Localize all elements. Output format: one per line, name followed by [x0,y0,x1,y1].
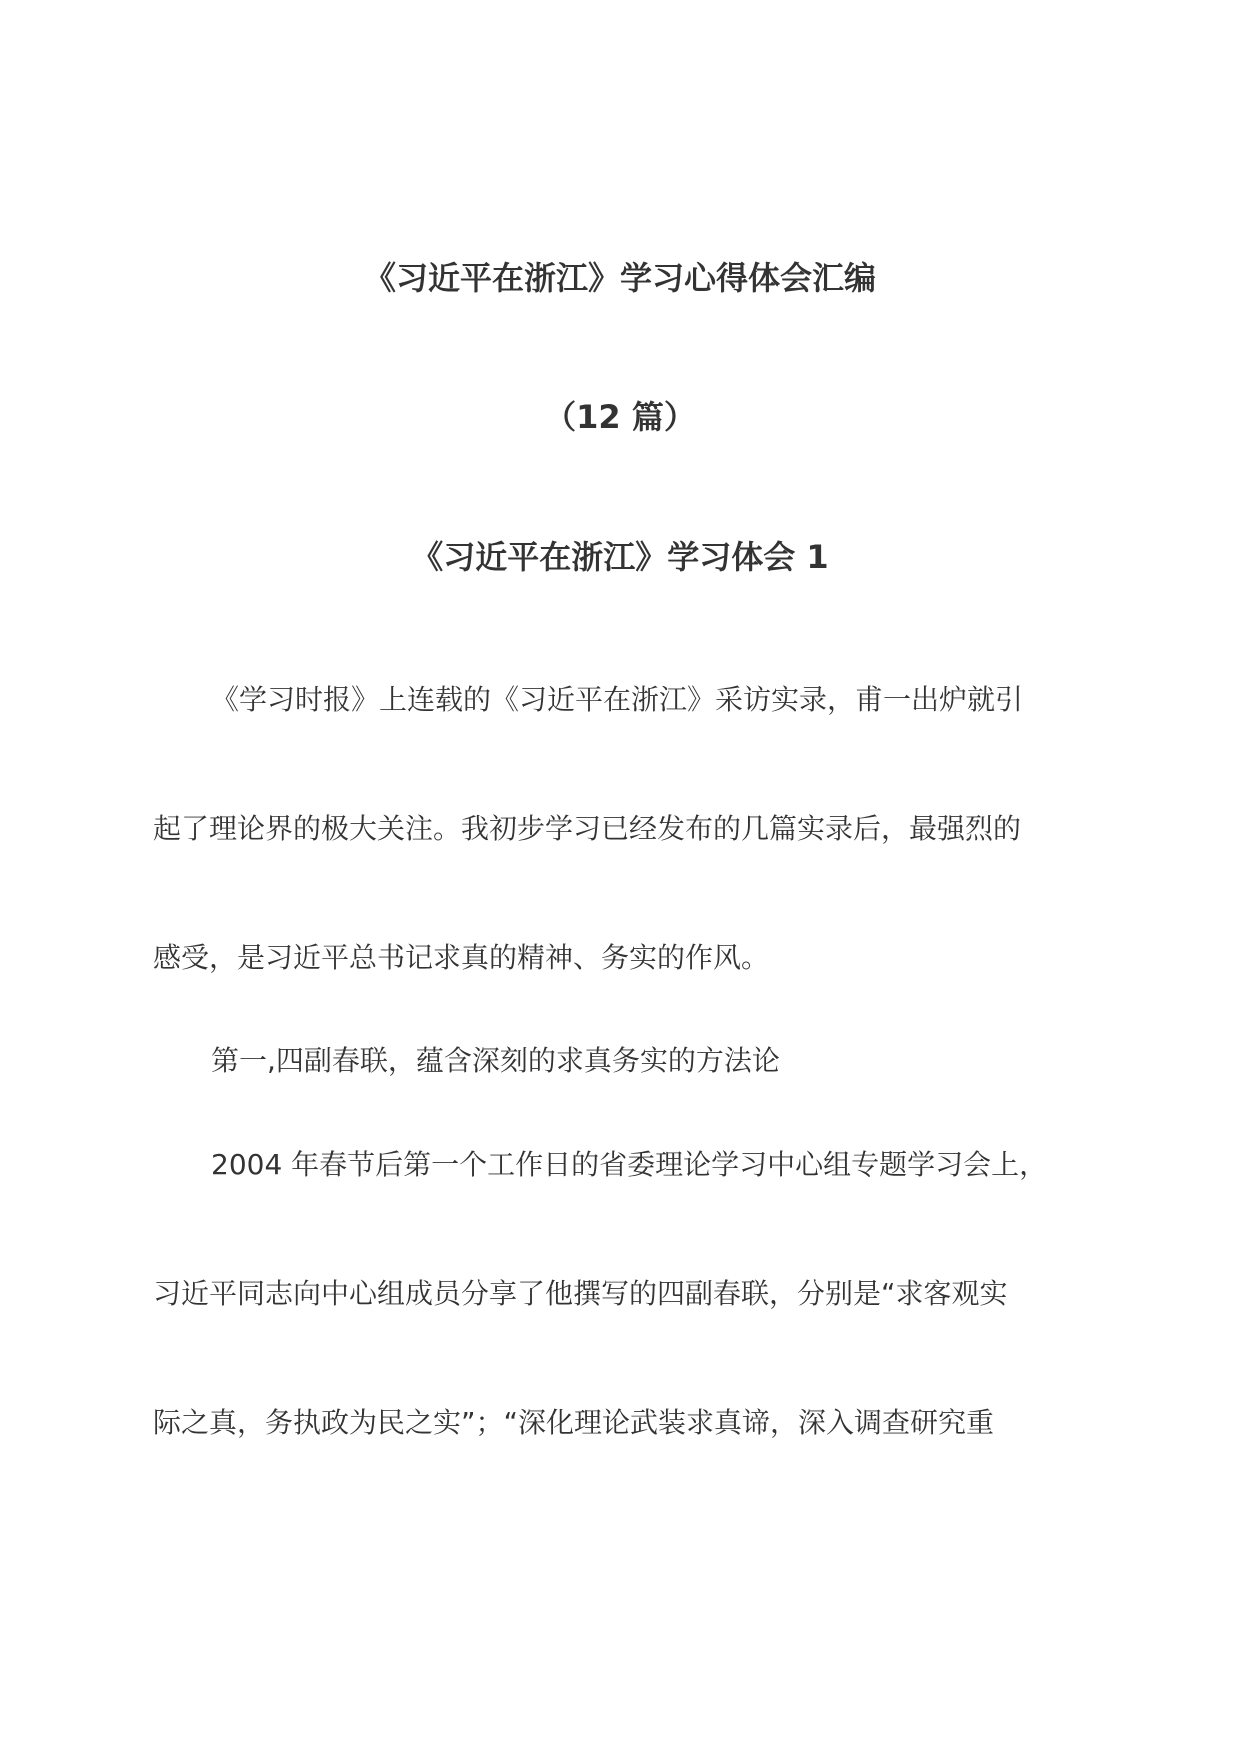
section-title: 《习近平在浙江》学习体会 1 [411,538,829,576]
paragraph-line: 起了理论界的极大关注。我初步学习已经发布的几篇实录后，最强烈的 [153,812,1022,845]
document-title: 《习近平在浙江》学习心得体会汇编 [363,259,876,297]
section-heading-line: 第一,四副春联，蕴含深刻的求真务实的方法论 [211,1044,780,1077]
paragraph-line: 2004 年春节后第一个工作日的省委理论学习中心组专题学习会上， [211,1148,1048,1181]
paragraph-line: 习近平同志向中心组成员分享了他撰写的四副春联，分别是“求客观实 [153,1277,1008,1310]
paragraph-line: 感受，是习近平总书记求真的精神、务实的作风。 [153,941,770,974]
paragraph-line: 《学习时报》上连载的《习近平在浙江》采访实录，甫一出炉就引 [211,683,1024,716]
document-subtitle: （12 篇） [544,398,696,436]
paragraph-line: 际之真，务执政为民之实”；“深化理论武装求真谛，深入调查研究重 [153,1406,995,1439]
